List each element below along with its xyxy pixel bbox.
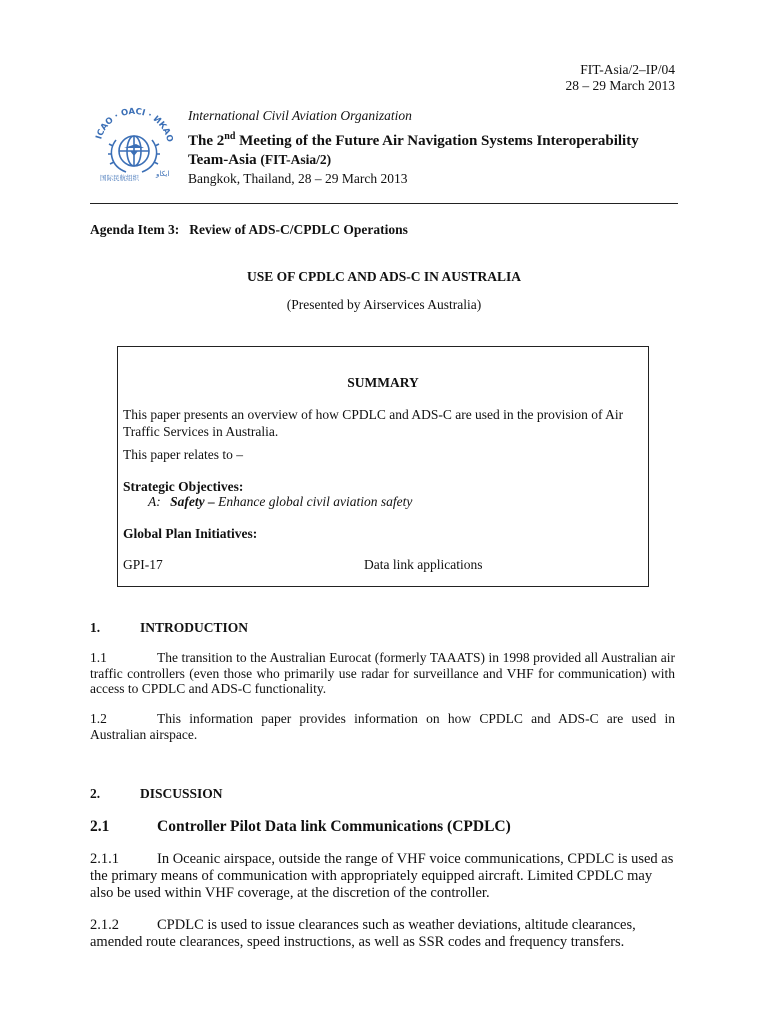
- meeting-venue: Bangkok, Thailand, 28 – 29 March 2013: [188, 171, 408, 186]
- meeting-title: [188, 128, 678, 169]
- svg-text:ايكاو: ايكاو: [156, 170, 170, 178]
- meeting-title-prefix: The 2: [188, 133, 225, 149]
- svg-text:ICAO · OACI · ИКАО: ICAO · OACI · ИКАО: [94, 106, 175, 144]
- section-number: 1.: [90, 620, 101, 635]
- paragraph-number: 2.1.1: [90, 851, 119, 867]
- svg-text:国际民航组织: 国际民航组织: [100, 174, 139, 182]
- document-reference: FIT-Asia/2–IP/04: [580, 62, 675, 77]
- gpi-code: GPI-17: [123, 557, 163, 572]
- document-date: 28 – 29 March 2013: [565, 78, 675, 93]
- section-title: DISCUSSION: [140, 786, 223, 801]
- section-1-heading: [90, 620, 248, 636]
- paragraph-2-1-1: [90, 851, 675, 902]
- strategic-objectives-heading: Strategic Objectives:: [123, 479, 244, 494]
- section-number: 2.: [90, 786, 101, 801]
- paragraph-text: This information paper provides information on how CPDLC and ADS-C are used in Australian airspace.: [90, 711, 675, 742]
- gpi-description: Data link applications: [364, 557, 483, 572]
- paragraph-1-1: [90, 650, 675, 697]
- presented-by: (Presented by Airservices Australia): [286, 297, 482, 312]
- icao-logo: [86, 104, 182, 184]
- paragraph-number: 2.1.2: [90, 917, 119, 933]
- summary-text: This paper presents an overview of how CPDLC and ADS-C are used in the provision of Air Traffic Services in Australia.: [123, 407, 624, 439]
- section-title: INTRODUCTION: [140, 620, 249, 635]
- objective-name: Safety –: [170, 494, 215, 509]
- global-plan-heading: Global Plan Initiatives:: [123, 526, 258, 541]
- agenda-item: [90, 222, 408, 238]
- meeting-title-ordinal: nd: [224, 131, 236, 142]
- paragraph-text: CPDLC is used to issue clearances such as weather deviations, altitude clearances, amended route clearances, speed instructions, as well as SSR codes and frequency transfers.: [90, 917, 636, 950]
- agenda-topic: Review of ADS-C/CPDLC Operations: [189, 222, 408, 237]
- summary-relates-to: This paper relates to –: [123, 447, 243, 462]
- organization-name: International Civil Aviation Organization: [188, 108, 412, 123]
- paragraph-number: 1.2: [90, 711, 107, 726]
- subsection-title: Controller Pilot Data link Communications (CPDLC): [157, 818, 511, 835]
- paper-title: USE OF CPDLC AND ADS-C IN AUSTRALIA: [246, 269, 522, 284]
- icao-emblem-icon: [86, 104, 182, 184]
- meeting-abbreviation: (FIT-Asia/2): [260, 151, 332, 167]
- paragraph-1-2: [90, 711, 675, 742]
- section-2-1-heading: [90, 818, 511, 836]
- agenda-label: Agenda Item 3:: [90, 222, 180, 237]
- paragraph-text: The transition to the Australian Eurocat (formerly TAAATS) in 1998 provided all Australian air traffic controllers (even those who primarily use radar for surveillance and VHF for communication) with access to CPDLC and ADS-C functionality.: [90, 650, 675, 696]
- meeting-title-rest: Meeting of the Future Air Navigation Systems Interoperability Team-Asia: [188, 133, 639, 168]
- paragraph-2-1-2: [90, 917, 675, 951]
- strategic-objective-a: [148, 494, 412, 510]
- subsection-number: 2.1: [90, 818, 110, 835]
- summary-heading: SUMMARY: [347, 375, 419, 390]
- paragraph-text: In Oceanic airspace, outside the range of VHF voice communications, CPDLC is used as the primary means of communication with appropriately equipped aircraft. Limited CPDLC may also be used within VHF coverage, at the discretion of the controller.: [90, 851, 674, 901]
- header-divider: [90, 203, 678, 204]
- paragraph-number: 1.1: [90, 650, 107, 665]
- objective-letter: A:: [148, 494, 161, 509]
- section-2-heading: [90, 786, 223, 802]
- objective-description: Enhance global civil aviation safety: [218, 494, 413, 509]
